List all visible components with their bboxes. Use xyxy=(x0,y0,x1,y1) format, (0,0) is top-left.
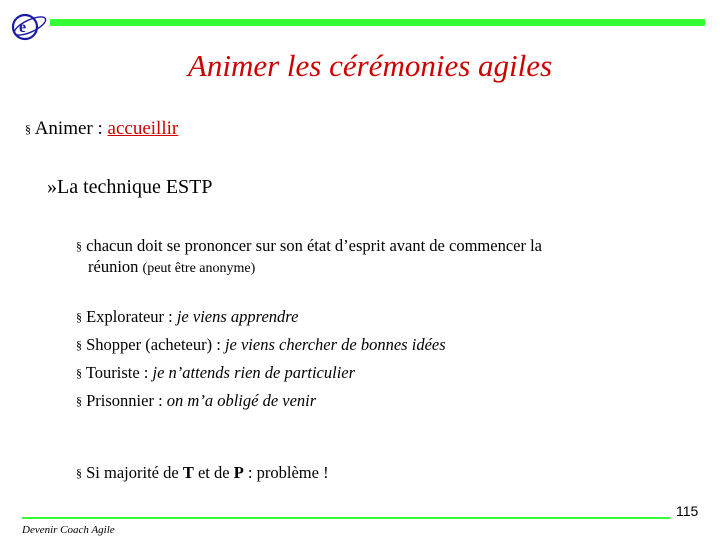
accueillir-link[interactable]: accueillir xyxy=(107,118,179,139)
logo-icon xyxy=(10,8,50,44)
bullet-intro xyxy=(76,236,542,279)
item-desc: je n’attends rien de particulier xyxy=(152,363,356,382)
list-item-explorateur xyxy=(76,307,298,328)
item-label: Touriste : xyxy=(85,363,153,382)
list-item-shopper xyxy=(76,335,446,356)
footer-divider xyxy=(22,517,670,519)
bullet-marker: § xyxy=(76,310,82,324)
list-item-prisonnier xyxy=(76,391,316,412)
header-divider xyxy=(50,19,705,26)
intro-note: (peut être anonyme) xyxy=(142,261,256,276)
list-item-conclusion xyxy=(76,463,329,484)
conclusion-p: P xyxy=(233,463,244,482)
bullet-level1 xyxy=(25,118,178,140)
footer-text: Devenir Coach Agile xyxy=(22,524,115,536)
svg-text:e: e xyxy=(19,19,27,36)
bullet-text: La technique ESTP xyxy=(57,176,213,198)
conclusion-text: Si majorité de xyxy=(86,463,183,482)
item-desc: on m’a obligé de venir xyxy=(166,391,317,410)
conclusion-text: : problème ! xyxy=(243,463,329,482)
intro-line1: chacun doit se prononcer sur son état d’esprit avant de commencer la xyxy=(86,236,542,255)
bullet-marker: § xyxy=(76,466,82,480)
slide-title: Animer les cérémonies agiles xyxy=(187,48,553,83)
bullet-marker: » xyxy=(47,176,57,198)
conclusion-t: T xyxy=(182,463,194,482)
item-label: Shopper (acheteur) : xyxy=(86,335,225,354)
bullet-text: Animer : xyxy=(34,118,108,139)
item-desc: je viens chercher de bonnes idées xyxy=(224,335,446,354)
bullet-marker: § xyxy=(25,122,31,136)
conclusion-text: et de xyxy=(193,463,234,482)
bullet-marker: § xyxy=(76,239,82,253)
logo xyxy=(10,8,50,44)
item-desc: je viens apprendre xyxy=(176,307,299,326)
bullet-marker: § xyxy=(76,338,82,352)
item-label: Prisonnier : xyxy=(86,391,167,410)
bullet-marker: § xyxy=(76,394,82,408)
item-label: Explorateur : xyxy=(86,307,177,326)
bullet-level2 xyxy=(47,176,213,199)
list-item-touriste xyxy=(76,363,355,384)
intro-line2: réunion xyxy=(88,257,143,276)
bullet-marker: § xyxy=(76,366,82,380)
page-number: 115 xyxy=(676,503,699,519)
